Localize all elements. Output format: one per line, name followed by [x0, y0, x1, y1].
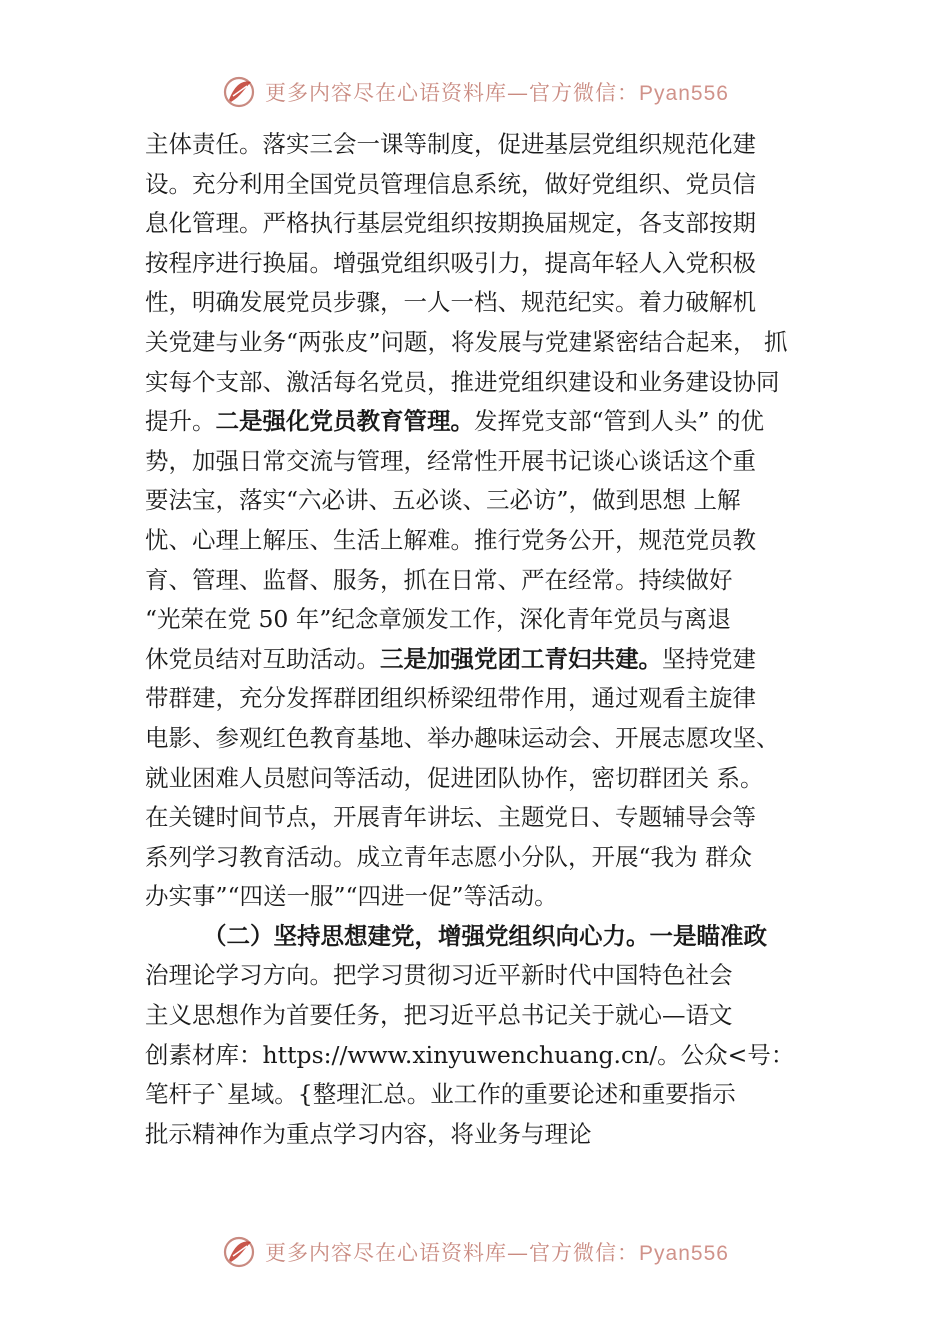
text-line	[145, 442, 825, 482]
text-segment: 带群建，充分发挥群团组织桥梁纽带作用，通过观看主旋律	[145, 684, 756, 713]
text-line	[145, 1036, 825, 1076]
text-line	[145, 521, 825, 561]
bold-text-segment: （二）坚持思想建党，增强党组织向心力。一是瞄准政	[203, 921, 767, 950]
document-body	[145, 125, 825, 1154]
text-line	[145, 640, 825, 680]
text-segment: 治理论学习方向。把学习贯彻习近平新时代中国特色社会	[145, 961, 733, 990]
text-segment: 主义思想作为首要任务，把习近平总书记关于就心—语文	[145, 1001, 733, 1030]
text-line	[145, 363, 825, 403]
text-segment: 息化管理。严格执行基层党组织按期换届规定，各支部按期	[145, 209, 756, 238]
text-line	[145, 323, 825, 363]
text-line	[145, 956, 825, 996]
text-segment: 坚持党建	[662, 644, 756, 673]
text-line	[145, 996, 825, 1036]
text-segment: 要法宝，落实“六必讲、五必谈、三必访”，做到思想 上解	[145, 486, 741, 515]
text-segment: 育、管理、监督、服务，抓在日常、严在经常。持续做好	[145, 565, 733, 594]
text-segment: 主体责任。落实三会一课等制度，促进基层党组织规范化建	[145, 130, 756, 158]
text-line	[145, 402, 825, 442]
text-line	[145, 877, 825, 917]
text-line	[145, 798, 825, 838]
text-segment: 电影、参观红色教育基地、举办趣味运动会、开展志愿攻坚、	[145, 723, 780, 752]
text-segment: 发挥党支部“管到人头” 的优	[474, 407, 764, 436]
text-segment: 设。充分利用全国党员管理信息系统，做好党组织、党员信	[145, 169, 756, 198]
text-line	[145, 125, 825, 165]
bold-text-segment: 二是强化党员教育管理。	[215, 407, 474, 436]
text-segment: 批示精神作为重点学习内容，将业务与理论	[145, 1119, 592, 1148]
text-segment: 笔杆子`星域。{整理汇总。业工作的重要论述和重要指示	[145, 1080, 736, 1109]
watermark-text: 更多内容尽在心语资料库—官方微信：Pyan556	[265, 1241, 729, 1265]
watermark-banner-top	[0, 70, 950, 114]
text-line	[145, 165, 825, 205]
text-line	[145, 283, 825, 323]
text-segment: 办实事”“四送一服”“四进一促”等活动。	[145, 882, 558, 911]
text-segment: “光荣在党 50 年”纪念章颁发工作，深化青年党员与离退	[145, 605, 731, 634]
text-segment: 创素材库：https://www.xinyuwenchuang.cn/。公众<号：	[145, 1040, 795, 1069]
text-line	[145, 244, 825, 284]
text-segment: 按程序进行换届。增强党组织吸引力，提高年轻人入党积极	[145, 248, 756, 277]
text-segment: 忧、心理上解压、生活上解难。推行党务公开，规范党员教	[145, 525, 756, 554]
brand-logo-icon	[221, 74, 257, 110]
watermark-banner-bottom	[0, 1230, 950, 1274]
text-segment: 关党建与业务“两张皮”问题，将发展与党建紧密结合起来， 抓	[145, 327, 788, 356]
text-line	[145, 679, 825, 719]
text-segment: 实每个支部、激活每名党员，推进党组织建设和业务建设协同	[145, 367, 780, 396]
text-line	[145, 838, 825, 878]
bold-text-segment: 三是加强党团工青妇共建。	[380, 644, 662, 673]
text-segment: 在关键时间节点，开展青年讲坛、主题党日、专题辅导会等	[145, 803, 756, 832]
text-line	[145, 600, 825, 640]
text-segment: 就业困难人员慰问等活动，促进团队协作，密切群团关 系。	[145, 763, 764, 792]
text-line	[145, 759, 825, 799]
text-line	[145, 1115, 825, 1155]
text-line	[145, 917, 825, 957]
text-segment: 提升。	[145, 407, 216, 436]
text-line	[145, 481, 825, 521]
brand-logo-icon	[221, 1234, 257, 1270]
text-line	[145, 719, 825, 759]
text-segment: 系列学习教育活动。成立青年志愿小分队，开展“我为 群众	[145, 842, 752, 871]
watermark-text: 更多内容尽在心语资料库—官方微信：Pyan556	[265, 81, 729, 105]
text-segment: 势，加强日常交流与管理，经常性开展书记谈心谈话这个重	[145, 446, 756, 475]
text-segment: 性，明确发展党员步骤，一人一档、规范纪实。着力破解机	[145, 288, 756, 317]
text-line	[145, 561, 825, 601]
text-segment: 休党员结对互助活动。	[145, 644, 380, 673]
text-line	[145, 1075, 825, 1115]
text-line	[145, 204, 825, 244]
